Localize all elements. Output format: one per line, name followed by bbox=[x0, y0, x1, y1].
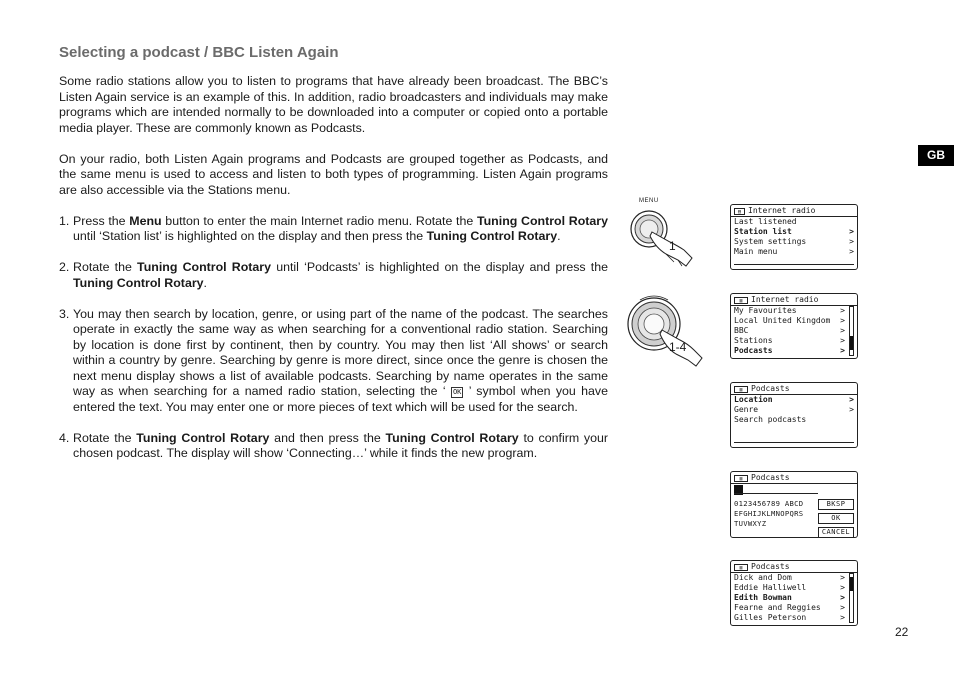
menu-item: Last listened bbox=[734, 217, 797, 226]
character-row: 0123456789 ABCD bbox=[734, 499, 804, 508]
divider bbox=[734, 264, 854, 265]
step-text bbox=[73, 431, 608, 462]
display-title: Podcasts bbox=[751, 562, 790, 571]
display-title: Internet radio bbox=[751, 295, 819, 304]
menu-item: Genre > bbox=[734, 405, 854, 414]
text-run: ’ symbol when you have entered the text. You may enter one or more pieces of text which will be used for the search. bbox=[73, 384, 608, 414]
bold-run: Tuning Control Rotary bbox=[73, 275, 204, 290]
step-text bbox=[73, 307, 608, 416]
step-number: 1. bbox=[59, 213, 70, 228]
menu-item: Search podcasts bbox=[734, 415, 807, 424]
text-run: until ‘Station list’ is highlighted on the display and then press the bbox=[73, 229, 427, 243]
list-item-selected: Edith Bowman > bbox=[734, 593, 845, 602]
scroll-thumb bbox=[850, 577, 853, 591]
list-item: Eddie Halliwell > bbox=[734, 583, 845, 592]
podcast-icon: ▥ bbox=[734, 564, 748, 571]
divider bbox=[734, 442, 854, 443]
character-grid bbox=[734, 499, 803, 529]
step-number: 3. bbox=[59, 306, 70, 321]
display-station-list bbox=[730, 293, 858, 359]
menu-item: BBC > bbox=[734, 326, 845, 335]
text-run: and then press the bbox=[269, 430, 386, 445]
text-run: until ‘Podcasts’ is highlighted on the display and press the bbox=[271, 260, 609, 274]
ok-symbol-icon: OK bbox=[452, 388, 462, 396]
display-title-bar bbox=[731, 561, 857, 573]
menu-item-selected: Location > bbox=[734, 395, 854, 404]
podcast-icon: ▥ bbox=[734, 297, 748, 304]
display-internet-radio-menu bbox=[730, 204, 858, 270]
menu-item: My Favourites > bbox=[734, 306, 845, 315]
step-callout: 1 bbox=[669, 239, 676, 253]
ok-key: OK bbox=[818, 513, 854, 524]
cancel-key: CANCEL bbox=[818, 527, 854, 538]
scrollbar bbox=[849, 573, 854, 623]
character-row: TUVWXYZ bbox=[734, 519, 767, 528]
list-item: Gilles Peterson > bbox=[734, 613, 845, 622]
text-run: Rotate the bbox=[73, 430, 137, 445]
text-run: You may then search by location, genre, or using part of the name of the podcast. The searches operate in exactly the same way as when searching for a conventional radio station. Searching by location is done first by continent, then by country. You may then list ‘All shows’ or search within a country by genre. Searching by genre is more direct, since once the genre is chosen the next menu display shows a list of available podcasts. Searching by name operates in the same way as when searching for a named radio station, selecting the ‘ bbox=[73, 306, 608, 398]
display-title-bar bbox=[731, 383, 857, 395]
body-text bbox=[59, 74, 608, 477]
input-underline bbox=[734, 493, 818, 494]
step-callout: 1-4 bbox=[669, 340, 687, 354]
grouping-paragraph: On your radio, both Listen Again programs and Podcasts are grouped together as Podcasts, and the same menu is used to access and listen to both types of programming. Listen Again programs are also accessible via the Stations menu. bbox=[59, 151, 608, 197]
hand-press-icon bbox=[626, 196, 706, 270]
step-1 bbox=[59, 214, 608, 245]
bold-run: Tuning Control Rotary bbox=[137, 260, 272, 274]
menu-item-selected: Podcasts > bbox=[734, 346, 845, 355]
display-title: Internet radio bbox=[748, 206, 816, 215]
step-2 bbox=[59, 260, 608, 291]
display-search-keyboard bbox=[730, 471, 858, 538]
character-row: EFGHIJKLMNOPQRS bbox=[734, 509, 804, 518]
menu-item: Main menu > bbox=[734, 247, 854, 256]
backspace-key: BKSP bbox=[818, 499, 854, 510]
menu-label: MENU bbox=[639, 198, 659, 204]
display-title-bar bbox=[731, 294, 857, 306]
text-run: Press the bbox=[73, 213, 130, 228]
text-run: . bbox=[203, 275, 207, 290]
display-title-bar bbox=[731, 205, 857, 217]
text-run: . bbox=[557, 229, 561, 243]
step-number: 4. bbox=[59, 430, 70, 445]
bold-run: Menu bbox=[129, 213, 162, 228]
text-run: to confirm your chosen podcast. The display will show ‘Connecting…’ while it finds the new program. bbox=[73, 430, 609, 460]
intro-paragraph: Some radio stations allow you to listen to programs that have already been broadcast. The BBC’s Listen Again service is an example of this. In addition, radio broadcasters and individuals may make programs which are intended normally to be downloaded into a computer or copied onto a portable media player. These are commonly known as Podcasts. bbox=[59, 74, 608, 135]
rotary-hand-icon bbox=[626, 288, 710, 370]
display-title-bar bbox=[731, 472, 857, 484]
menu-item: System settings > bbox=[734, 237, 854, 246]
step-text bbox=[73, 260, 608, 291]
bold-run: Tuning Control Rotary bbox=[426, 229, 558, 243]
step-text bbox=[73, 214, 608, 245]
bold-run: Tuning Control Rotary bbox=[385, 430, 519, 445]
bold-run: Tuning Control Rotary bbox=[136, 430, 270, 445]
text-run: button to enter the main Internet radio menu. Rotate the bbox=[161, 213, 477, 228]
language-tab: GB bbox=[918, 145, 954, 166]
menu-item: Stations > bbox=[734, 336, 845, 345]
radio-icon: ▤ bbox=[734, 208, 745, 215]
step-number: 2. bbox=[59, 260, 70, 274]
bold-run: Tuning Control Rotary bbox=[476, 213, 608, 228]
scroll-thumb bbox=[850, 336, 853, 350]
step-4 bbox=[59, 431, 608, 462]
keyboard-buttons bbox=[818, 499, 854, 541]
menu-item: Local United Kingdom > bbox=[734, 316, 845, 325]
menu-button-illustration bbox=[626, 196, 706, 270]
podcast-icon: ▥ bbox=[734, 475, 748, 482]
display-podcasts-menu bbox=[730, 382, 858, 448]
display-podcast-list bbox=[730, 560, 858, 626]
scrollbar bbox=[849, 306, 854, 356]
page-number: 22 bbox=[895, 625, 909, 639]
list-item: Fearne and Reggies > bbox=[734, 603, 845, 612]
page-title: Selecting a podcast / BBC Listen Again bbox=[59, 44, 339, 61]
menu-item-selected: Station list > bbox=[734, 227, 854, 236]
display-title: Podcasts bbox=[751, 473, 790, 482]
text-run: Rotate the bbox=[73, 260, 138, 274]
display-title: Podcasts bbox=[751, 384, 790, 393]
podcast-icon: ▥ bbox=[734, 386, 748, 393]
tuning-rotary-illustration bbox=[626, 288, 710, 370]
list-item: Dick and Dom > bbox=[734, 573, 845, 582]
step-3 bbox=[59, 307, 608, 416]
